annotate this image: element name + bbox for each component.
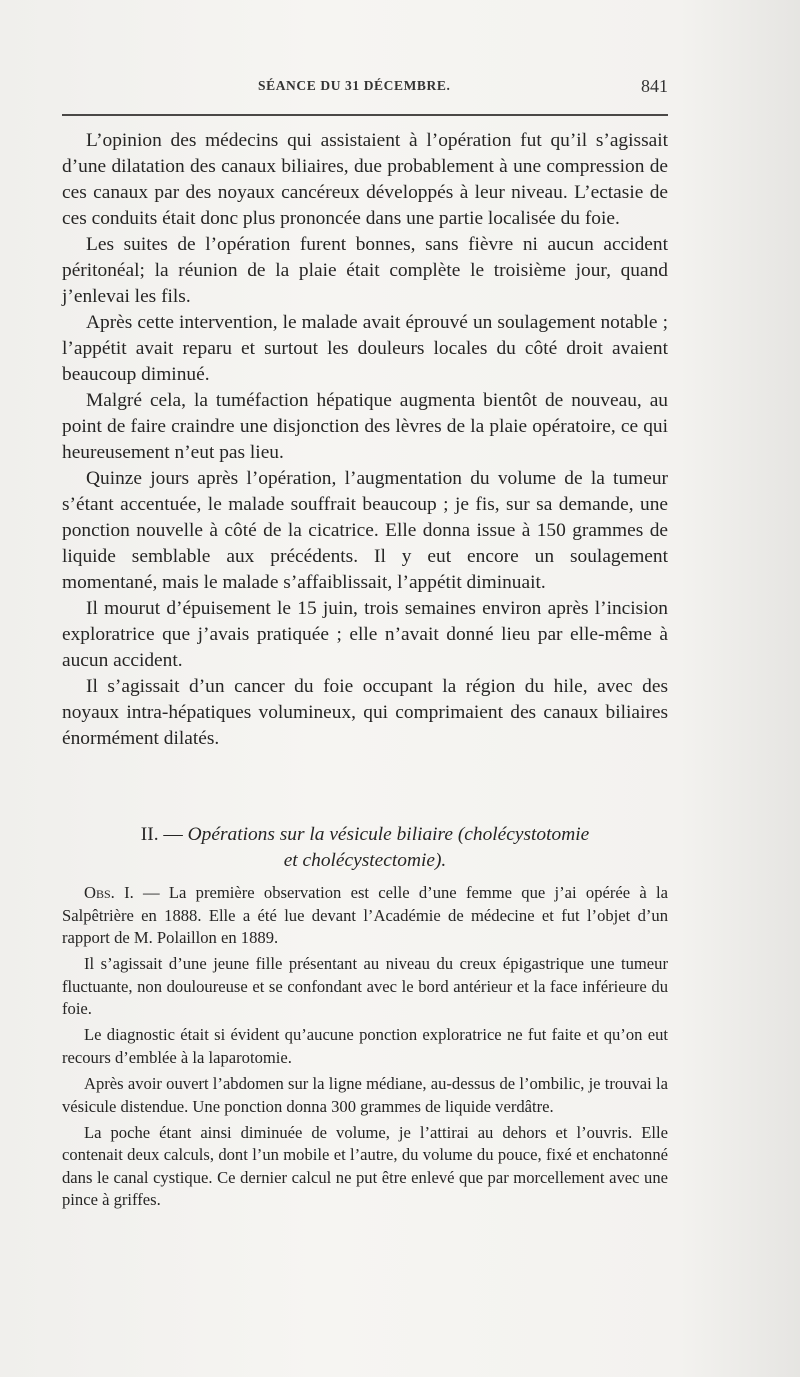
section-heading-line-1 xyxy=(62,822,668,848)
section-heading-line-2 xyxy=(62,848,668,874)
section-number: II. — xyxy=(140,824,183,845)
paragraph: Quinze jours après l’opération, l’augmentation du volume de la tumeur s’étant accentuée, le malade souffrait beaucoup ; je fis, sur sa demande, une ponction nouvelle à côté de la cicatrice. Elle donna issue à 150 grammes de liquide semblable aux précédents. Il y eut encore un soulagement momentané, mais le malade s’affaiblissait, l’appétit diminuait. xyxy=(62,468,668,593)
paragraph: Les suites de l’opération furent bonnes, sans fièvre ni aucun accident péritonéal; la réunion de la plaie était complète le troisième jour, quand j’enlevai les fils. xyxy=(62,234,668,307)
observation-paragraph xyxy=(62,882,668,950)
paragraph: L’opinion des médecins qui assistaient à l’opération fut qu’il s’agissait d’une dilatation des canaux biliaires, due probablement à une compression de ces canaux par des noyaux cancéreux développés à leur niveau. L’ectasie de ces conduits était donc plus prononcée dans une partie localisée du foie. xyxy=(62,130,668,229)
paragraph: Malgré cela, la tuméfaction hépatique augmenta bientôt de nouveau, au point de faire craindre une disjonction des lèvres de la plaie opératoire, ce qui heureusement n’eut pas lieu. xyxy=(62,390,668,463)
section-title-line-1: Opérations sur la vésicule biliaire (cholécystotomie xyxy=(187,824,590,845)
page-header xyxy=(62,76,668,102)
running-title: SÉANCE DU 31 DÉCEMBRE. xyxy=(258,78,451,93)
paragraph: Il mourut d’épuisement le 15 juin, trois semaines environ après l’incision exploratrice que j’avais pratiquée ; elle n’avait donné lieu par elle-même à aucun accident. xyxy=(62,598,668,671)
section-title-line-2: et cholécystectomie). xyxy=(283,850,447,871)
observation-paragraph: La poche étant ainsi diminuée de volume, je l’attirai au dehors et l’ouvris. Elle contenait deux calculs, dont l’un mobile et l’autre, du volume du pouce, fixé et enchatonné dans le canal cystique. Ce dernier calcul ne put être enlevé que par morcellement avec une pince à griffes. xyxy=(62,1122,668,1210)
observation-text xyxy=(62,882,668,1215)
header-rule xyxy=(62,114,668,116)
main-text xyxy=(62,128,668,752)
observation-paragraph: Le diagnostic était si évident qu’aucune ponction exploratrice ne fut faite et qu’on eut recours d’emblée à la laparotomie. xyxy=(62,1025,668,1067)
observation-label: Obs. I. xyxy=(84,883,134,902)
observation-intro: — La première observation est celle d’une femme que j’ai opérée à la Salpêtrière en 1888. Elle a été lue devant l’Académie de médecine et fut l’objet d’un rapport de M. Polaillon en 1889. xyxy=(62,883,668,948)
observation-paragraph: Il s’agissait d’une jeune fille présentant au niveau du creux épigastrique une tumeur fluctuante, non douloureuse et se confondant avec le bord antérieur et la face inférieure du foie. xyxy=(62,954,668,1019)
page-number: 841 xyxy=(641,76,668,96)
section-heading xyxy=(62,822,668,874)
paragraph: Il s’agissait d’un cancer du foie occupant la région du hile, avec des noyaux intra-hépatiques volumineux, qui comprimaient des canaux biliaires énormément dilatés. xyxy=(62,676,668,749)
paragraph: Après cette intervention, le malade avait éprouvé un soulagement notable ; l’appétit avait reparu et surtout les douleurs locales du côté droit avaient beaucoup diminué. xyxy=(62,312,668,385)
observation-paragraph: Après avoir ouvert l’abdomen sur la ligne médiane, au-dessus de l’ombilic, je trouvai la vésicule distendue. Une ponction donna 300 grammes de liquide verdâtre. xyxy=(62,1073,668,1116)
